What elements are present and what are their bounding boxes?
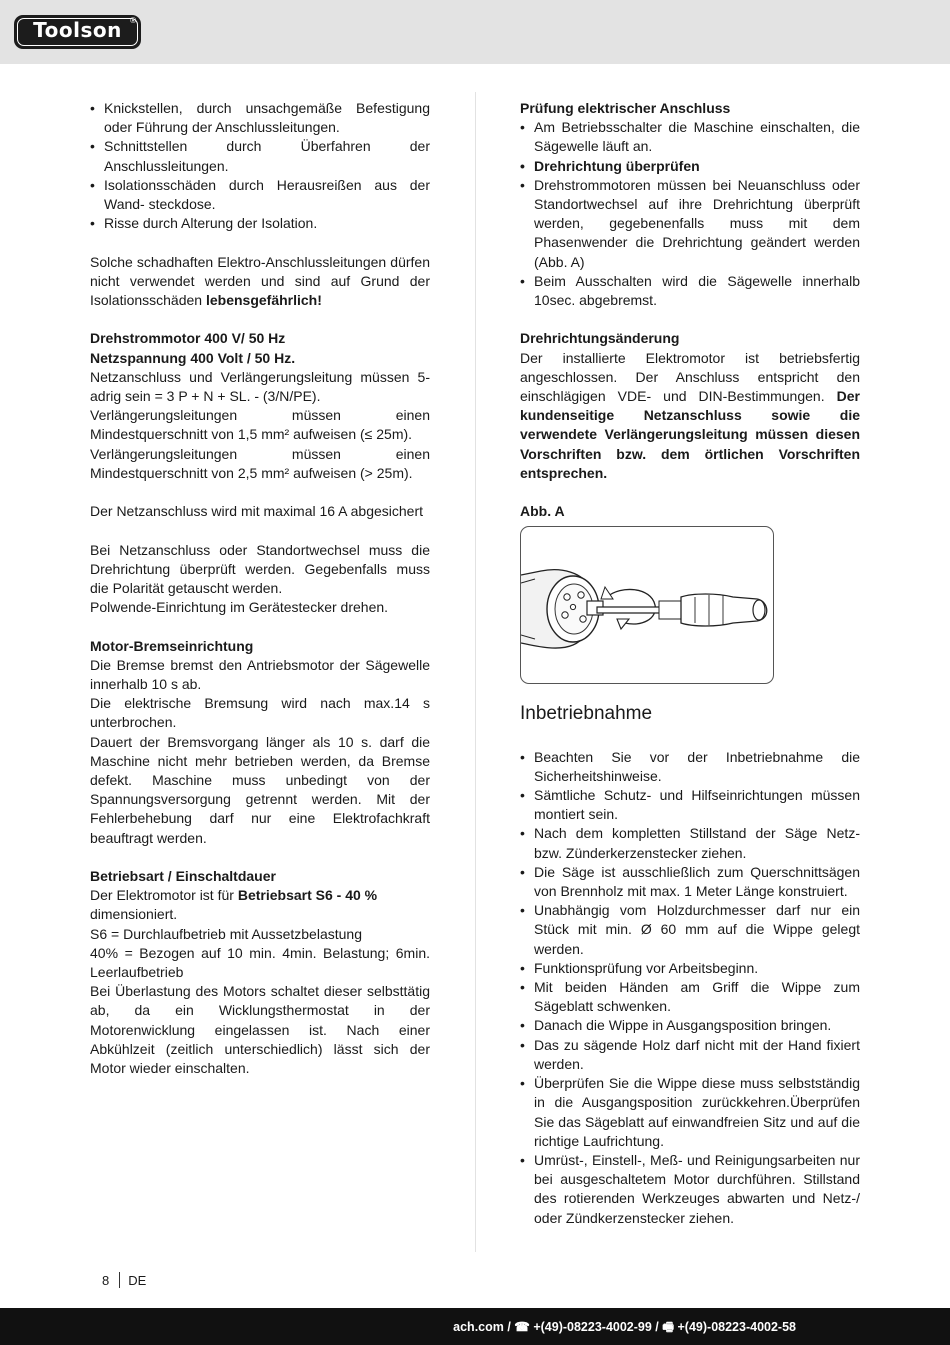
footer-separator [119, 1272, 120, 1288]
list-item: • Beachten Sie vor der Inbetriebnahme die Sicherheitshinweise. [520, 748, 860, 786]
logo-text: Toolson [33, 18, 122, 42]
list-item: • Überprüfen Sie die Wippe diese muss selbstständig in die Ausgangsposition zurückkehren.Überprüfen Sie das Sägeblatt auf einwandfreien Sitz und auf die richtige Laufrichtung. [520, 1074, 860, 1151]
brake-title: Motor-Bremseinrichtung [90, 637, 254, 654]
left-column [90, 99, 430, 1078]
change-bold: Der kundenseitige Netzanschluss sowie die verwendete Verlängerungsleitung müssen diesen Vorschriften bzw. dem örtlichen Vorschriften entsprechen. [520, 388, 860, 481]
toolson-logo [14, 15, 141, 49]
brake-line: Die elektrische Bremsung wird nach max.14 s unterbrochen. [90, 695, 430, 731]
mode-line: Bei Überlastung des Motors schaltet dieser selbsttätig ab, da ein Wicklungsthermostat in der Motorenwicklung eingelassen ist. Nach einer Abkühlzeit (zeitlich unterschiedlich) lässt sich der Motor wieder einschalten. [90, 983, 430, 1077]
brake-line: Die Bremse bremst den Antriebsmotor der Sägewelle innerhalb 10 s ab. [90, 656, 430, 693]
list-item: • Danach die Wippe in Ausgangsposition bringen. [520, 1016, 860, 1035]
startup-list [520, 748, 860, 1228]
column-divider [475, 92, 476, 1252]
fuse-paragraph: Der Netzanschluss wird mit maximal 16 A abgesichert [90, 503, 424, 520]
mode-line: S6 = Durchlaufbetrieb mit Aussetzbelastung [90, 925, 362, 942]
list-item: • Knickstellen, durch unsachgemäße Befestigung oder Führung der Anschlussleitungen. [90, 99, 430, 137]
warning-bold: lebensgefährlich! [205, 292, 322, 309]
mode-bold: Betriebsart S6 - 40 % [237, 887, 378, 904]
brake-section [90, 637, 430, 848]
list-item: • Sämtliche Schutz- und Hilfseinrichtungen müssen montiert sein. [520, 786, 860, 824]
motor-voltage-title: Netzspannung 400 Volt / 50 Hz. [90, 349, 296, 366]
rotation-text: Bei Netzanschluss oder Standortwechsel muss die Drehrichtung überprüft werden. Gegebenfalls muss die Polarität getauscht werden. [90, 541, 430, 597]
figure-label: Abb. A [520, 503, 565, 520]
contact-bar [0, 1308, 950, 1345]
motor-line: Netzanschluss und Verlängerungsleitung müssen 5-adrig sein = 3 P + N + SL. - (3/N/PE). [90, 368, 430, 405]
motor-title: Drehstrommotor 400 V/ 50 Hz [90, 330, 286, 347]
motor-line: Verlängerungsleitungen müssen einen Mindestquerschnitt von 2,5 mm² aufweisen (> 25m). [90, 445, 430, 481]
plug-screwdriver-illustration [521, 527, 774, 684]
logo-registered-mark: ® [130, 16, 136, 25]
mode-line: 40% = Bezogen auf 10 min. 4min. Belastung; 6min. Leerlaufbetrieb [90, 944, 430, 981]
list-item: • Schnittstellen durch Überfahren der Anschlussleitungen. [90, 137, 430, 175]
page-footer [102, 1272, 146, 1288]
list-item: • Das zu sägende Holz darf nicht mit der Hand fixiert werden. [520, 1036, 860, 1074]
list-item: • Die Säge ist ausschließlich zum Querschnittsägen von Brennholz mit max. 1 Meter Länge konstruiert. [520, 863, 860, 901]
list-item: • Isolationsschäden durch Herausreißen aus der Wand- steckdose. [90, 176, 430, 214]
motor-section [90, 329, 430, 483]
page-number: 8 [102, 1272, 110, 1288]
figure-a [520, 526, 774, 684]
damage-list [90, 99, 430, 233]
mode-title: Betriebsart / Einschaltdauer [90, 868, 276, 885]
motor-line: Verlängerungsleitungen müssen einen Mindestquerschnitt von 1,5 mm² aufweisen (≤ 25m). [90, 407, 430, 443]
mode-text-2: dimensioniert. [90, 906, 178, 923]
rotation-text-2: Polwende-Einrichtung im Gerätestecker drehen. [90, 599, 389, 616]
mode-section [90, 867, 430, 1078]
right-column [520, 99, 860, 1228]
contact-info: ach.com / ☎ +(49)-08223-4002-99 / 🖷 +(49)-08223-4002-58 [453, 1320, 796, 1334]
warning-paragraph [90, 253, 430, 311]
list-item: • Umrüst-, Einstell-, Meß- und Reinigungsarbeiten nur bei ausgeschaltetem Motor durchführen. Stillstand des rotierenden Werkzeuges abwarten und Netz-/ oder Zündkerzenstecker ziehen. [520, 1151, 860, 1228]
list-item: • Am Betriebsschalter die Maschine einschalten, die Sägewelle läuft an. [520, 118, 860, 156]
page-header [0, 0, 950, 64]
change-text: Der installierte Elektromotor ist betriebsfertig angeschlossen. Der Anschluss entspricht den einschlägigen VDE- und DIN-Bestimmungen. [520, 349, 860, 405]
list-item: • Nach dem kompletten Stillstand der Säge Netz- bzw. Zünderkerzenstecker ziehen. [520, 824, 860, 862]
change-title: Drehrichtungsänderung [520, 330, 680, 347]
language-code: DE [128, 1272, 147, 1288]
check-list [520, 118, 860, 310]
list-item: • Unabhängig vom Holzdurchmesser darf nur ein Stück mit min. Ø 60 mm auf die Wippe gelegt werden. [520, 901, 860, 959]
warning-text: Solche schadhaften Elektro-Anschlussleitungen dürfen nicht verwendet werden und sind auf Grund der Isolationsschäden [90, 253, 430, 309]
list-item: • Risse durch Alterung der Isolation. [90, 214, 430, 233]
list-item: • Mit beiden Händen am Griff die Wippe zum Sägeblatt schwenken. [520, 978, 860, 1016]
brake-line: Dauert der Bremsvorgang länger als 10 s. darf die Maschine nicht mehr betrieben werden, da Bremse defekt. Maschine muss unbedingt von der Spannungsversorgung getrennt werden. Mit der Fehlerbehebung darf nur eine Elektrofachkraft beauftragt werden. [90, 733, 430, 846]
list-item: • Drehrichtung überprüfen [520, 157, 860, 176]
section-title: Inbetriebnahme [520, 703, 653, 725]
rotation-paragraph [90, 541, 430, 618]
mode-text: Der Elektromotor ist für [90, 887, 238, 904]
check-title: Prüfung elektrischer Anschluss [520, 100, 731, 116]
list-item: • Drehstrommotoren müssen bei Neuanschluss oder Standortwechsel auf ihre Drehrichtung überprüft werden, gegebenenfalls muss mit dem Phasenwender die Drehrichtung geändert werden (Abb. A) [520, 176, 860, 272]
list-item: • Beim Ausschalten wird die Sägewelle innerhalb 10sec. abgebremst. [520, 272, 860, 310]
list-item: • Funktionsprüfung vor Arbeitsbeginn. [520, 959, 860, 978]
change-section [520, 329, 860, 483]
